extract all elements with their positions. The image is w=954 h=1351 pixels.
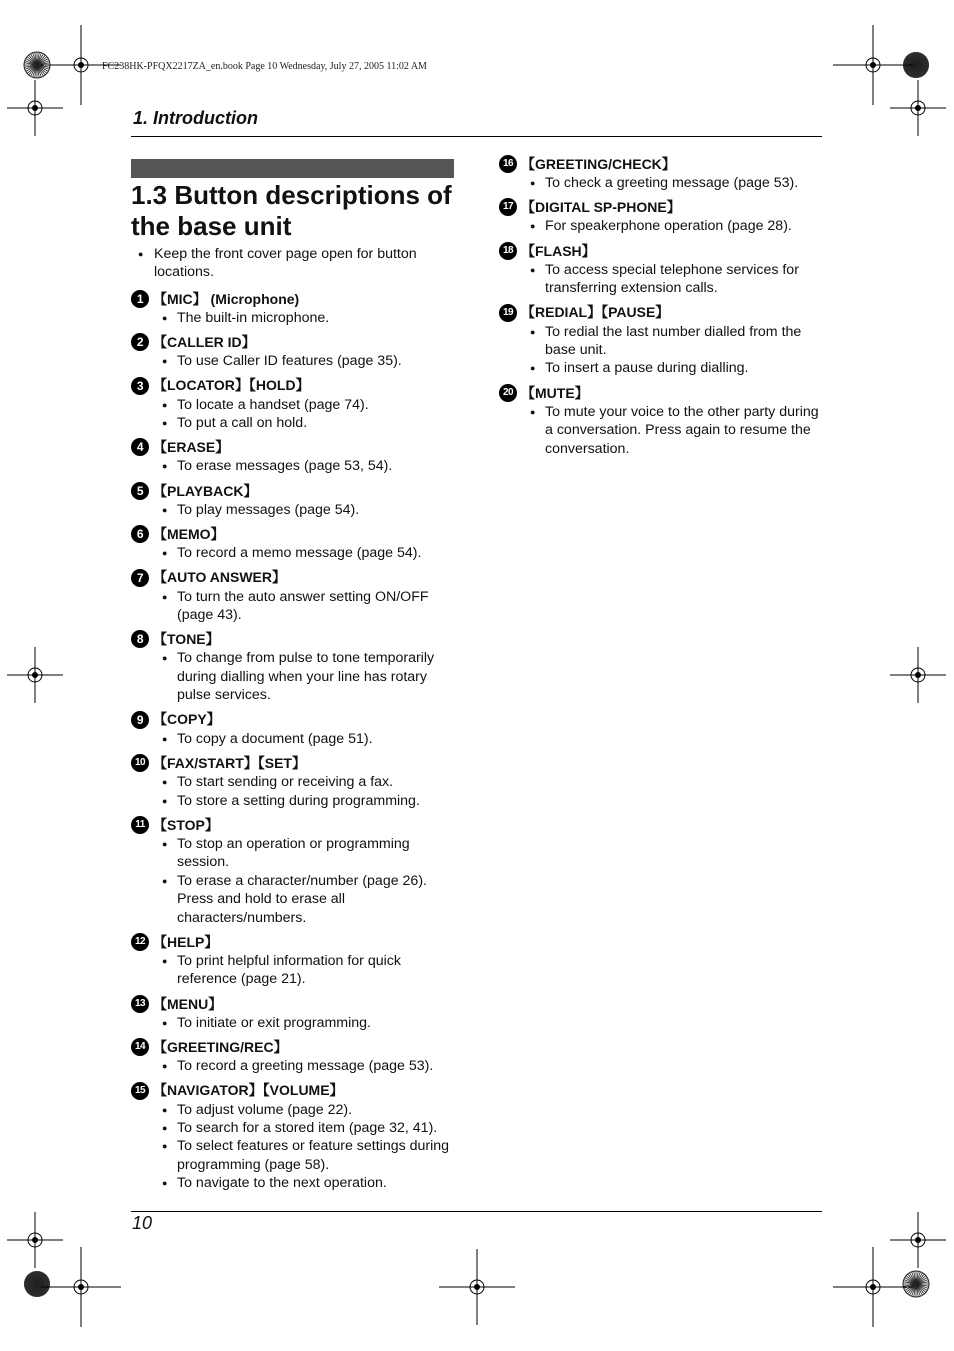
- number-badge: 10: [131, 754, 149, 772]
- description-item: ● To locate a handset (page 74).: [131, 396, 461, 414]
- button-label: 【MUTE】: [521, 384, 589, 401]
- button-label: 【FAX/START】【SET】: [153, 754, 306, 771]
- button-entry: [131, 994, 461, 1032]
- description-item: ● To record a memo message (page 54).: [131, 544, 461, 562]
- description-list: [131, 835, 461, 927]
- entry-heading: [131, 332, 461, 352]
- button-label: 【ERASE】: [153, 439, 230, 456]
- entry-heading: [131, 1081, 461, 1101]
- left-entry-list: [131, 289, 461, 1193]
- description-list: [131, 501, 461, 519]
- description-item: ● To store a setting during programming.: [131, 792, 461, 810]
- description-list: [131, 1014, 461, 1032]
- entry-heading: [131, 376, 461, 396]
- entry-heading: [131, 289, 461, 309]
- button-entry: [499, 303, 829, 378]
- description-item: ● To erase messages (page 53, 54).: [131, 457, 461, 475]
- entry-heading: [499, 241, 829, 261]
- number-badge: 1: [131, 290, 149, 308]
- number-badge: 11: [131, 816, 149, 834]
- crosshair-mark-icon: [7, 80, 63, 136]
- description-item: ● To erase a character/number (page 26). Press and hold to erase all characters/numbers.: [131, 872, 461, 927]
- number-badge: 6: [131, 525, 149, 543]
- description-list: [131, 588, 461, 625]
- entry-heading: [131, 437, 461, 457]
- description-item: ● To check a greeting message (page 53).: [499, 174, 829, 192]
- entry-heading: [499, 303, 829, 323]
- title-bar: [131, 159, 454, 178]
- crosshair-mark-icon: [439, 1249, 515, 1325]
- entry-heading: [131, 481, 461, 501]
- number-badge: 8: [131, 630, 149, 648]
- crosshair-mark-icon: [7, 647, 63, 703]
- description-list: [131, 396, 461, 433]
- number-badge: 4: [131, 438, 149, 456]
- button-label: 【TONE】: [153, 631, 220, 648]
- description-item: ● To access special telephone services for transferring extension calls.: [499, 261, 829, 298]
- entry-heading: [499, 197, 829, 217]
- description-item: ● To turn the auto answer setting ON/OFF (page 43).: [131, 588, 461, 625]
- description-item: ● To initiate or exit programming.: [131, 1014, 461, 1032]
- description-item: ● To use Caller ID features (page 35).: [131, 352, 461, 370]
- description-item: ● To mute your voice to the other party during a conversation. Press again to resume the conversation.: [499, 403, 829, 458]
- description-list: [499, 261, 829, 298]
- description-item: ● To print helpful information for quick reference (page 21).: [131, 952, 461, 989]
- entry-heading: [131, 753, 461, 773]
- button-label: 【NAVIGATOR】【VOLUME】: [153, 1082, 344, 1099]
- button-label: 【DIGITAL SP-PHONE】: [521, 199, 681, 216]
- intro-note: ● Keep the front cover page open for button locations.: [131, 245, 461, 282]
- number-badge: 15: [131, 1082, 149, 1100]
- button-label: 【MIC】 (Microphone): [153, 290, 300, 307]
- entry-heading: [131, 568, 461, 588]
- button-entry: [131, 1081, 461, 1193]
- button-label: 【FLASH】: [521, 242, 596, 259]
- button-entry: [131, 815, 461, 927]
- number-badge: 14: [131, 1038, 149, 1056]
- number-badge: 18: [499, 242, 517, 260]
- page-number: 10: [132, 1213, 153, 1233]
- description-list: [131, 1101, 461, 1193]
- button-label: 【LOCATOR】【HOLD】: [153, 377, 310, 394]
- crosshair-mark-icon: [833, 1247, 913, 1327]
- description-item: ● To copy a document (page 51).: [131, 730, 461, 748]
- button-label: 【GREETING/REC】: [153, 1038, 288, 1055]
- page-title: 1.3 Button descriptions of the base unit: [131, 180, 452, 241]
- button-entry: [131, 289, 461, 327]
- button-label: 【COPY】: [153, 711, 221, 728]
- button-entry: [131, 710, 461, 748]
- entry-heading: [131, 994, 461, 1014]
- section-heading: 1. Introduction: [133, 108, 258, 128]
- button-entry: [131, 1037, 461, 1075]
- description-item: ● To adjust volume (page 22).: [131, 1101, 461, 1119]
- number-badge: 3: [131, 377, 149, 395]
- button-entry: [499, 241, 829, 298]
- button-label: 【REDIAL】【PAUSE】: [521, 304, 670, 321]
- entry-heading: [131, 710, 461, 730]
- button-label: 【CALLER ID】: [153, 334, 256, 351]
- button-entry: [131, 437, 461, 475]
- description-list: [131, 773, 461, 810]
- header-rule: [131, 136, 822, 137]
- description-list: [131, 309, 461, 327]
- button-entry: [499, 197, 829, 235]
- description-list: [499, 323, 829, 378]
- button-label: 【MENU】: [153, 995, 223, 1012]
- description-item: ● The built-in microphone.: [131, 309, 461, 327]
- button-entry: [131, 376, 461, 433]
- number-badge: 12: [131, 933, 149, 951]
- button-entry: [131, 332, 461, 370]
- button-label: 【PLAYBACK】: [153, 482, 258, 499]
- button-entry: [131, 568, 461, 625]
- button-entry: [131, 481, 461, 519]
- description-list: [131, 544, 461, 562]
- number-badge: 7: [131, 569, 149, 587]
- description-list: [499, 174, 829, 192]
- button-entry: [499, 383, 829, 458]
- button-entry: [131, 629, 461, 704]
- left-column: [131, 245, 461, 1198]
- crosshair-mark-icon: [890, 80, 946, 136]
- description-item: ● To redial the last number dialled from the base unit.: [499, 323, 829, 360]
- entry-heading: [499, 154, 829, 174]
- description-item: ● To navigate to the next operation.: [131, 1174, 461, 1192]
- crosshair-mark-icon: [890, 647, 946, 703]
- description-list: [131, 649, 461, 704]
- description-item: ● To stop an operation or programming session.: [131, 835, 461, 872]
- number-badge: 17: [499, 198, 517, 216]
- button-entry: [499, 154, 829, 192]
- right-column: [499, 154, 829, 463]
- entry-heading: [131, 629, 461, 649]
- number-badge: 13: [131, 995, 149, 1013]
- button-entry: [131, 524, 461, 562]
- button-label: 【HELP】: [153, 933, 219, 950]
- description-list: [131, 352, 461, 370]
- entry-heading: [131, 932, 461, 952]
- description-list: [131, 457, 461, 475]
- entry-heading: [131, 1037, 461, 1057]
- right-entry-list: [499, 154, 829, 458]
- description-list: [131, 730, 461, 748]
- footer-rule: [131, 1211, 822, 1212]
- description-item: ● To start sending or receiving a fax.: [131, 773, 461, 791]
- description-item: ● To insert a pause during dialling.: [499, 359, 829, 377]
- entry-heading: [499, 383, 829, 403]
- button-label: 【AUTO ANSWER】: [153, 569, 286, 586]
- description-item: ● For speakerphone operation (page 28).: [499, 217, 829, 235]
- description-item: ● To record a greeting message (page 53).: [131, 1057, 461, 1075]
- description-item: ● To put a call on hold.: [131, 414, 461, 432]
- description-list: [131, 1057, 461, 1075]
- entry-heading: [131, 524, 461, 544]
- description-item: ● To select features or feature settings during programming (page 58).: [131, 1137, 461, 1174]
- description-item: ● To play messages (page 54).: [131, 501, 461, 519]
- description-item: ● To search for a stored item (page 32, 41).: [131, 1119, 461, 1137]
- button-label: 【STOP】: [153, 816, 219, 833]
- button-label: 【GREETING/CHECK】: [521, 155, 676, 172]
- number-badge: 9: [131, 711, 149, 729]
- description-list: [499, 217, 829, 235]
- crosshair-mark-icon: [41, 1247, 121, 1327]
- book-info-line: FC238HK-PFQX2217ZA_en.book Page 10 Wednesday, July 27, 2005 11:02 AM: [102, 61, 427, 72]
- description-list: [499, 403, 829, 458]
- number-badge: 20: [499, 384, 517, 402]
- description-list: [131, 952, 461, 989]
- number-badge: 5: [131, 482, 149, 500]
- number-badge: 2: [131, 333, 149, 351]
- entry-heading: [131, 815, 461, 835]
- button-label: 【MEMO】: [153, 526, 225, 543]
- number-badge: 19: [499, 304, 517, 322]
- description-item: ● To change from pulse to tone temporarily during dialling when your line has rotary pulse services.: [131, 649, 461, 704]
- button-entry: [131, 753, 461, 810]
- number-badge: 16: [499, 155, 517, 173]
- button-entry: [131, 932, 461, 989]
